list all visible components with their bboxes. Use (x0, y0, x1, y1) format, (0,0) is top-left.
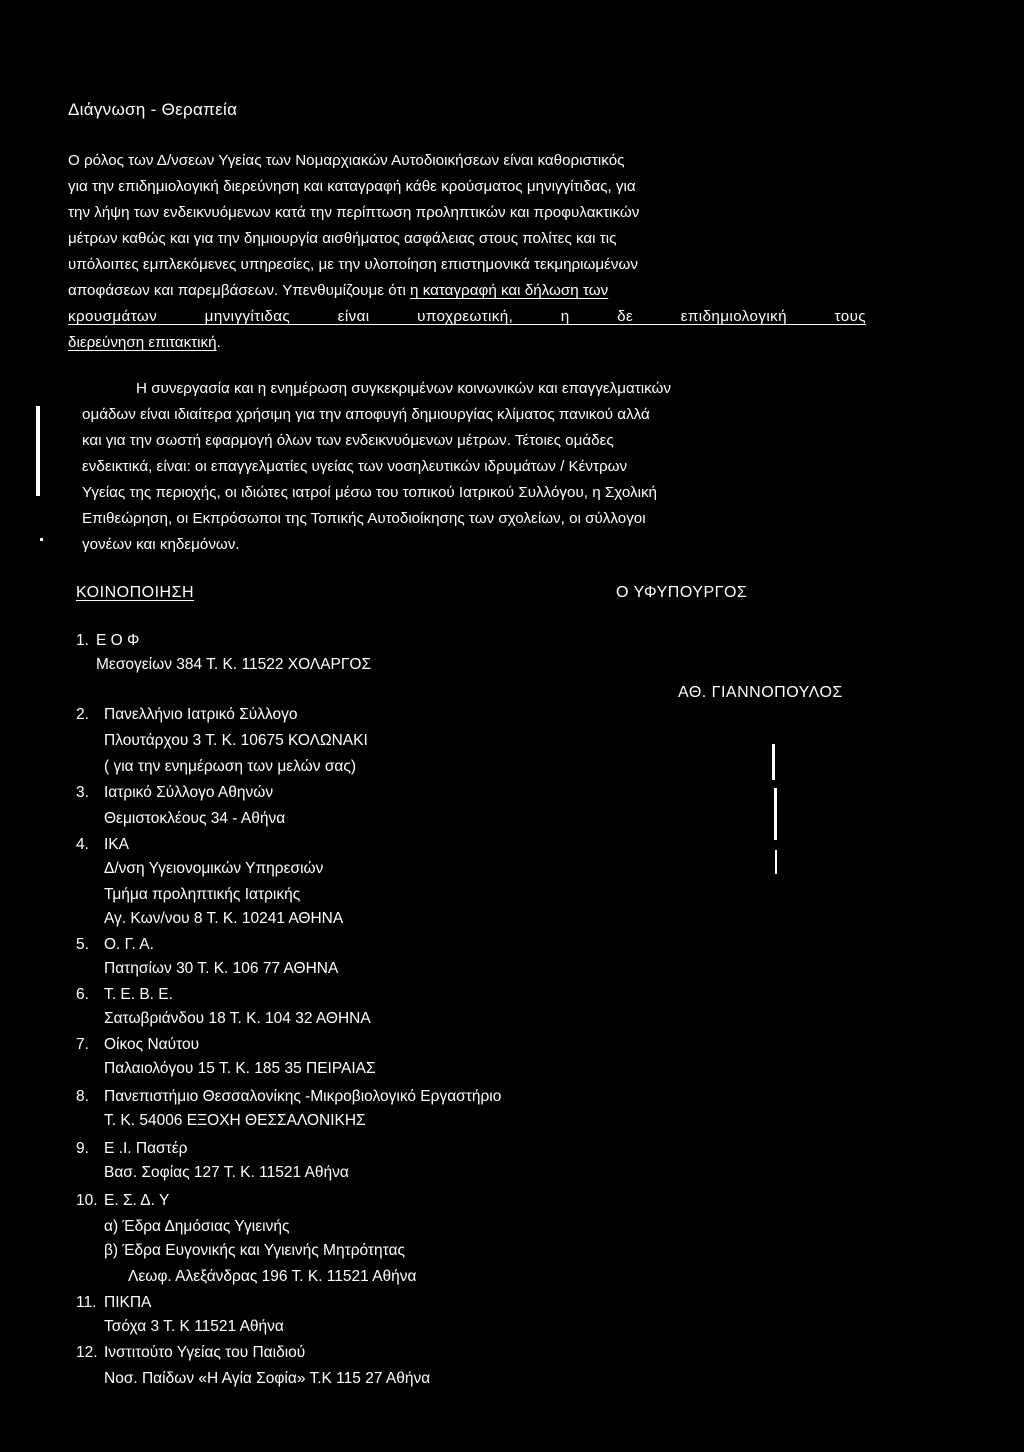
paragraph-line: Η συνεργασία και η ενημέρωση συγκεκριμένων κοινωνικών και επαγγελματικών (136, 380, 671, 397)
paragraph-line: και για την σωστή εφαρμογή όλων των ενδεικνυόμενων μέτρων. Τέτοιες ομάδες (82, 432, 614, 449)
list-item-line: Τσόχα 3 Τ. Κ 11521 Αθήνα (104, 1318, 284, 1335)
list-item-number: 12. (76, 1344, 98, 1361)
list-item-line: Ινστιτούτο Υγείας του Παιδιού (104, 1344, 306, 1361)
signature-name: ΑΘ. ΓΙΑΝΝΟΠΟΥΛΟΣ (678, 684, 843, 701)
distribution-heading: ΚΟΙΝΟΠΟΙΗΣΗ (76, 584, 195, 601)
emphasized-text: η καταγραφή και δήλωση των (410, 282, 609, 299)
paragraph-line: ομάδων είναι ιδιαίτερα χρήσιμη για την αποφυγή δημιουργίας κλίματος πανικού αλλά (82, 406, 650, 423)
list-item-number: 1. (76, 632, 89, 649)
list-item-line: Αγ. Κων/νου 8 Τ. Κ. 10241 ΑΘΗΝΑ (104, 910, 344, 927)
list-item-number: 9. (76, 1140, 89, 1157)
list-item-line: Μεσογείων 384 Τ. Κ. 11522 ΧΟΛΑΡΓΟΣ (96, 656, 372, 673)
paragraph-line: γονέων και κηδεμόνων. (82, 536, 240, 553)
list-item-line: ( για την ενημέρωση των μελών σας) (104, 758, 356, 775)
list-item-number: 6. (76, 986, 89, 1003)
list-item-line: Πανελλήνιο Ιατρικό Σύλλογο (104, 706, 298, 723)
list-item-line: Ε .Ι. Παστέρ (104, 1140, 188, 1157)
list-item-number: 5. (76, 936, 89, 953)
list-item-line: Οίκος Ναύτου (104, 1036, 200, 1053)
section-title: Διάγνωση - Θεραπεία (68, 100, 238, 119)
list-item-line: Λεωφ. Αλεξάνδρας 196 Τ. Κ. 11521 Αθήνα (128, 1268, 417, 1285)
list-item-line: Πατησίων 30 Τ. Κ. 106 77 ΑΘΗΝΑ (104, 960, 339, 977)
list-item-number: 10. (76, 1192, 98, 1209)
signature-line-mark (774, 788, 777, 840)
list-item-line: Τμήμα προληπτικής Ιατρικής (104, 886, 301, 903)
signature-role: Ο ΥΦΥΠΟΥΡΓΟΣ (616, 584, 748, 601)
list-item-line: β) Έδρα Ευγονικής και Υγιεινής Μητρότητας (104, 1242, 406, 1259)
paragraph-line: Ο ρόλος των Δ/νσεων Υγείας των Νομαρχιακών Αυτοδιοικήσεων είναι καθοριστικός (68, 152, 625, 169)
scan-margin-mark (36, 406, 40, 496)
list-item-number: 11. (76, 1294, 97, 1311)
scan-speck (40, 538, 43, 541)
paragraph-line: την λήψη των ενδεικνυόμενων κατά την περίπτωση προληπτικών και προφυλακτικών (68, 204, 640, 221)
list-item-line: Ο. Γ. Α. (104, 936, 154, 953)
list-item-line: Πανεπιστήμιο Θεσσαλονίκης -Μικροβιολογικό Εργαστήριο (104, 1088, 502, 1105)
paragraph-text: αποφάσεων και παρεμβάσεων. Υπενθυμίζουμε ότι (68, 282, 411, 299)
list-item-line: Ε. Σ. Δ. Υ (104, 1192, 170, 1209)
list-item-line: Ιατρικό Σύλλογο Αθηνών (104, 784, 274, 801)
list-item-line: α) Έδρα Δημόσιας Υγιεινής (104, 1218, 290, 1235)
list-item-line: Νοσ. Παίδων «Η Αγία Σοφία» Τ.Κ 115 27 Αθήνα (104, 1370, 431, 1387)
list-item-number: 3. (76, 784, 89, 801)
paragraph-line: ενδεικτικά, είναι: οι επαγγελματίες υγείας των νοσηλευτικών ιδρυμάτων / Κέντρων (82, 458, 628, 475)
emphasized-text: διερεύνηση επιτακτική (68, 334, 217, 351)
paragraph-line: υπόλοιπες εμπλεκόμενες υπηρεσίες, με την υλοποίηση επιστημονικά τεκμηριωμένων (68, 256, 638, 273)
list-item-line: Βασ. Σοφίας 127 Τ. Κ. 11521 Αθήνα (104, 1164, 349, 1181)
paragraph-line: Υγείας της περιοχής, οι ιδιώτες ιατροί μέσω του τοπικού Ιατρικού Συλλόγου, η Σχολική (82, 484, 657, 501)
list-item-line: Πλουτάρχου 3 Τ. Κ. 10675 ΚΟΛΩΝΑΚΙ (104, 732, 368, 749)
paragraph-line: Επιθεώρηση, οι Εκπρόσωποι της Τοπικής Αυτοδιοίκησης των σχολείων, οι σύλλογοι (82, 510, 646, 527)
list-item-number: 7. (76, 1036, 89, 1053)
paragraph-text: . (216, 334, 221, 351)
paragraph-line (68, 282, 608, 299)
list-item-number: 2. (76, 706, 89, 723)
paragraph-line: μέτρων καθώς και για την δημιουργία αισθήματος ασφάλειας στους πολίτες και τις (68, 230, 617, 247)
list-item-line: ΙΚΑ (104, 836, 129, 853)
list-item-line: Ε Ο Φ (96, 632, 140, 649)
list-item-line: Παλαιολόγου 15 Τ. Κ. 185 35 ΠΕΙΡΑΙΑΣ (104, 1060, 376, 1077)
list-item-line: Σατωβριάνδου 18 Τ. Κ. 104 32 ΑΘΗΝΑ (104, 1010, 371, 1027)
list-item-line: Τ. Ε. Β. Ε. (104, 986, 173, 1003)
signature-line-mark (775, 850, 777, 874)
list-item-number: 4. (76, 836, 89, 853)
paragraph-line (68, 334, 221, 351)
list-item-line: ΠΙΚΠΑ (104, 1294, 152, 1311)
signature-line-mark (772, 744, 775, 780)
emphasized-text: κρουσμάτων μηνιγγίτιδας είναι υποχρεωτική, η δε επιδημιολογική τους (68, 308, 866, 325)
paragraph-line: για την επιδημιολογική διερεύνηση και καταγραφή κάθε κρούσματος μηνιγγίτιδας, για (68, 178, 636, 195)
list-item-line: Θεμιστοκλέους 34 - Αθήνα (104, 810, 286, 827)
list-item-number: 8. (76, 1088, 89, 1105)
list-item-line: Δ/νση Υγειονομικών Υπηρεσιών (104, 860, 324, 877)
list-item-line: Τ. Κ. 54006 ΕΞΟΧΗ ΘΕΣΣΑΛΟΝΙΚΗΣ (104, 1112, 366, 1129)
